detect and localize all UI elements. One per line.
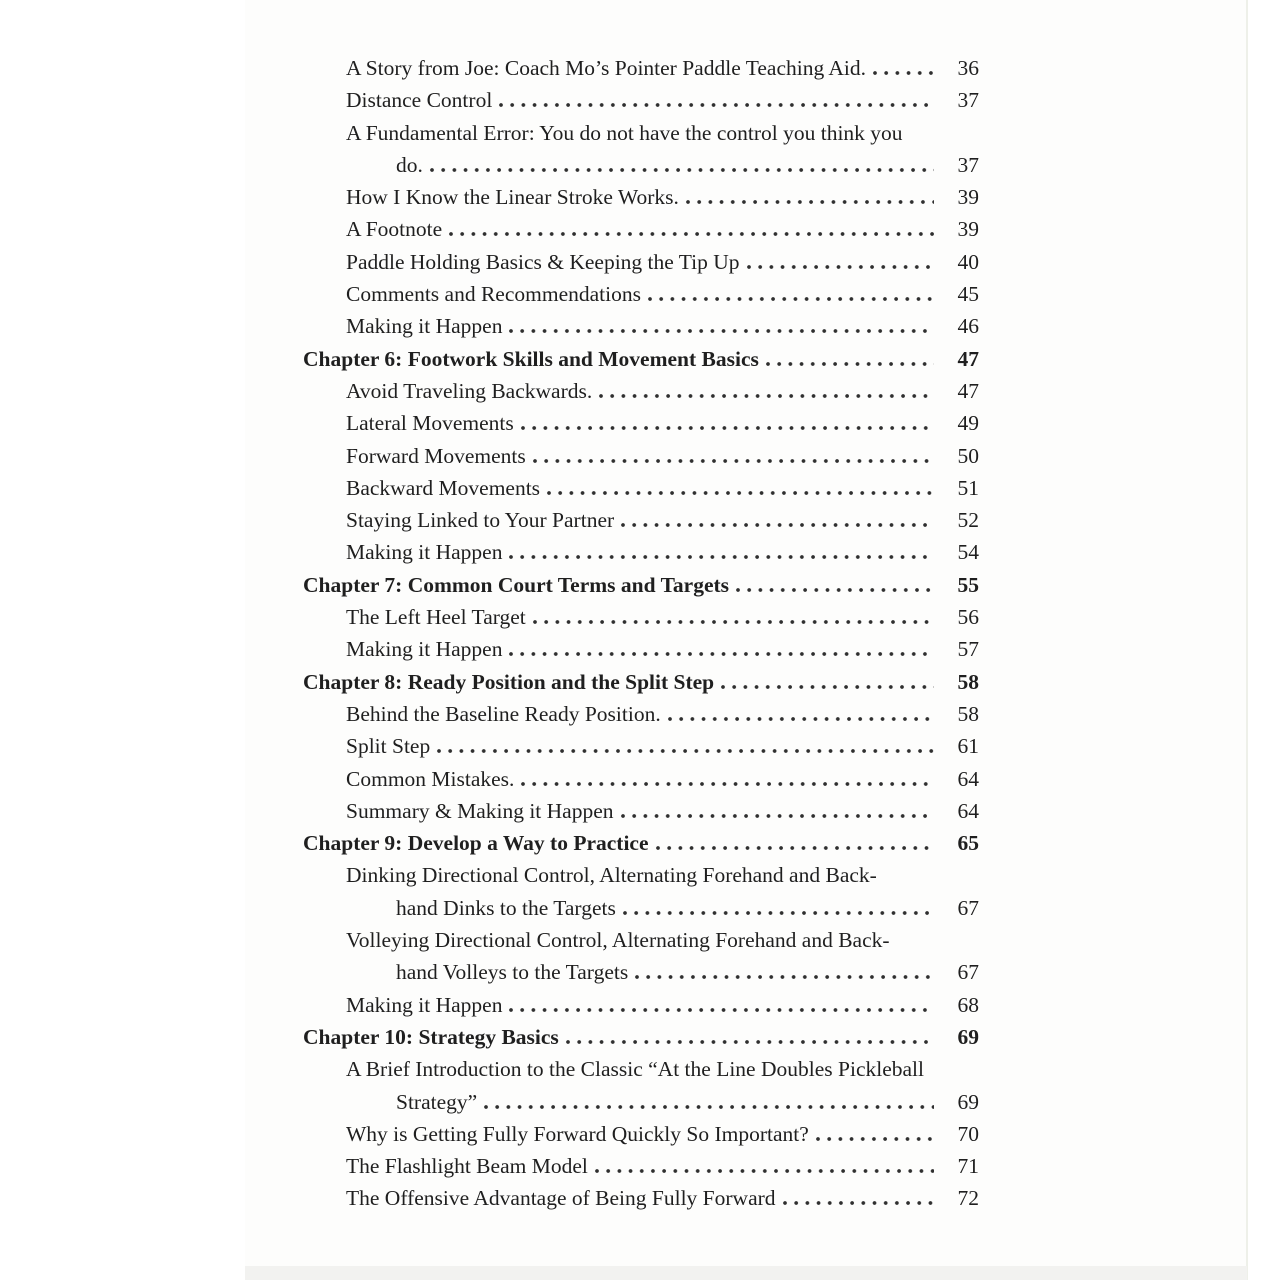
toc-entry-title: The Left Heel Target [346, 605, 526, 630]
toc-chapter-row [303, 569, 979, 601]
toc-entry-title: Backward Movements [346, 475, 541, 500]
toc-entry-title: do. [396, 152, 423, 177]
toc-row [303, 730, 979, 762]
table-of-contents [303, 52, 979, 1215]
toc-row [303, 989, 979, 1021]
dot-leader [509, 555, 934, 559]
toc-entry-page: 58 [957, 669, 979, 694]
toc-entry-page: 37 [957, 152, 979, 177]
toc-row [303, 859, 979, 891]
toc-row [303, 52, 979, 84]
dot-leader [509, 652, 934, 656]
toc-entry-page: 65 [957, 831, 979, 856]
toc-entry-page: 70 [957, 1121, 979, 1146]
toc-entry-page: 64 [957, 766, 979, 791]
toc-row [303, 536, 979, 568]
toc-row [303, 472, 979, 504]
toc-row [303, 149, 979, 181]
toc-row [303, 601, 979, 633]
toc-entry-title: Dinking Directional Control, Alternating Forehand and Back- [346, 863, 877, 888]
toc-entry-title: Lateral Movements [346, 411, 514, 436]
page-bottom-edge [245, 1266, 1247, 1280]
dot-leader [599, 394, 934, 398]
dot-leader [521, 782, 934, 786]
toc-entry-page: 49 [957, 411, 979, 436]
toc-row [303, 1150, 979, 1182]
toc-row [303, 633, 979, 665]
toc-entry-page: 39 [957, 217, 979, 242]
toc-row [303, 117, 979, 149]
toc-row [303, 504, 979, 536]
toc-entry-title: Making it Happen [346, 637, 503, 662]
toc-entry-page: 61 [957, 734, 979, 759]
toc-entry-page: 54 [957, 540, 979, 565]
toc-entry-title: Common Mistakes. [346, 766, 515, 791]
dot-leader [566, 1040, 934, 1044]
toc-entry-page: 72 [957, 1186, 979, 1211]
toc-row [303, 84, 979, 116]
toc-entry-title: Comments and Recommendations [346, 282, 641, 307]
toc-entry-page: 67 [957, 895, 979, 920]
dot-leader [509, 1008, 934, 1012]
toc-entry-page: 67 [957, 960, 979, 985]
toc-entry-page: 71 [957, 1154, 979, 1179]
dot-leader [547, 491, 934, 495]
toc-entry-title: Chapter 7: Common Court Terms and Targets [303, 572, 730, 597]
toc-row [303, 1182, 979, 1214]
dot-leader [721, 685, 934, 689]
toc-entry-page: 36 [957, 56, 979, 80]
dot-leader [736, 588, 934, 592]
toc-entry-page: 46 [957, 314, 979, 339]
toc-chapter-row [303, 343, 979, 375]
toc-entry-page: 39 [957, 185, 979, 210]
dot-leader [816, 1137, 934, 1141]
toc-row [303, 1053, 979, 1085]
toc-entry-page: 57 [957, 637, 979, 662]
toc-entry-page: 58 [957, 701, 979, 726]
toc-entry-title: Summary & Making it Happen [346, 798, 614, 823]
toc-row [303, 956, 979, 988]
toc-row [303, 181, 979, 213]
toc-entry-title: hand Dinks to the Targets [396, 895, 616, 920]
toc-row [303, 763, 979, 795]
toc-entry-page: 47 [957, 346, 979, 371]
toc-entry-page: 50 [957, 443, 979, 468]
page-right-edge [1246, 0, 1248, 1280]
dot-leader [623, 911, 934, 915]
toc-entry-title: Chapter 10: Strategy Basics [303, 1024, 559, 1049]
toc-row [303, 246, 979, 278]
dot-leader [621, 814, 934, 818]
toc-entry-page: 68 [957, 992, 979, 1017]
toc-entry-title: Forward Movements [346, 443, 526, 468]
toc-entry-title: Staying Linked to Your Partner [346, 508, 615, 533]
toc-row [303, 213, 979, 245]
toc-entry-title: Making it Happen [346, 992, 503, 1017]
toc-entry-title: Making it Happen [346, 540, 503, 565]
toc-entry-title: Why is Getting Fully Forward Quickly So Important? [346, 1121, 809, 1146]
toc-entry-title: Making it Happen [346, 314, 503, 339]
toc-row [303, 375, 979, 407]
toc-entry-title: Chapter 8: Ready Position and the Split Step [303, 669, 715, 694]
toc-entry-page: 64 [957, 798, 979, 823]
dot-leader [621, 523, 934, 527]
dot-leader [686, 200, 934, 204]
toc-entry-title: How I Know the Linear Stroke Works. [346, 185, 679, 210]
dot-leader [668, 717, 934, 721]
toc-row [303, 892, 979, 924]
dot-leader [595, 1169, 934, 1173]
toc-row [303, 278, 979, 310]
dot-leader [509, 329, 934, 333]
toc-entry-title: Split Step [346, 734, 431, 759]
toc-entry-title: A Story from Joe: Coach Mo’s Pointer Paddle Teaching Aid. [346, 56, 867, 80]
dot-leader [648, 297, 934, 301]
toc-entry-page: 51 [957, 475, 979, 500]
dot-leader [783, 1201, 934, 1205]
toc-entry-title: hand Volleys to the Targets [396, 960, 629, 985]
dot-leader [449, 232, 934, 236]
toc-row [303, 795, 979, 827]
toc-entry-title: The Flashlight Beam Model [346, 1154, 588, 1179]
toc-entry-title: Paddle Holding Basics & Keeping the Tip Up [346, 249, 740, 274]
dot-leader [656, 846, 934, 850]
toc-entry-page: 45 [957, 282, 979, 307]
dot-leader [635, 975, 934, 979]
toc-entry-page: 47 [957, 378, 979, 403]
toc-row [303, 1086, 979, 1118]
toc-chapter-row [303, 1021, 979, 1053]
toc-row [303, 310, 979, 342]
dot-leader [437, 749, 934, 753]
toc-entry-title: A Brief Introduction to the Classic “At the Line Doubles Pickleball [346, 1057, 924, 1082]
toc-entry-page: 40 [957, 249, 979, 274]
dot-leader [533, 459, 934, 463]
toc-entry-page: 69 [957, 1089, 979, 1114]
dot-leader [430, 168, 934, 172]
dot-leader [747, 265, 934, 269]
toc-chapter-row [303, 666, 979, 698]
toc-entry-title: Chapter 9: Develop a Way to Practice [303, 831, 649, 856]
toc-entry-title: A Fundamental Error: You do not have the control you think you [346, 120, 903, 145]
toc-entry-title: The Offensive Advantage of Being Fully Forward [346, 1186, 776, 1211]
toc-entry-title: Volleying Directional Control, Alternating Forehand and Back- [346, 928, 890, 953]
toc-row [303, 698, 979, 730]
dot-leader [766, 362, 934, 366]
toc-entry-title: A Footnote [346, 217, 443, 242]
dot-leader [521, 426, 934, 430]
dot-leader [873, 71, 934, 75]
toc-entry-page: 69 [957, 1024, 979, 1049]
toc-entry-page: 37 [957, 88, 979, 113]
toc-entry-title: Behind the Baseline Ready Position. [346, 701, 661, 726]
dot-leader [484, 1105, 934, 1109]
toc-entry-title: Distance Control [346, 88, 493, 113]
toc-entry-title: Avoid Traveling Backwards. [346, 378, 593, 403]
toc-chapter-row [303, 827, 979, 859]
toc-row [303, 924, 979, 956]
toc-row [303, 1118, 979, 1150]
toc-entry-page: 56 [957, 605, 979, 630]
toc-row [303, 440, 979, 472]
toc-entry-title: Chapter 6: Footwork Skills and Movement Basics [303, 346, 759, 371]
dot-leader [499, 103, 934, 107]
toc-entry-title: Strategy” [396, 1089, 478, 1114]
toc-entry-page: 55 [957, 572, 979, 597]
dot-leader [533, 620, 934, 624]
toc-row [303, 407, 979, 439]
toc-entry-page: 52 [957, 508, 979, 533]
